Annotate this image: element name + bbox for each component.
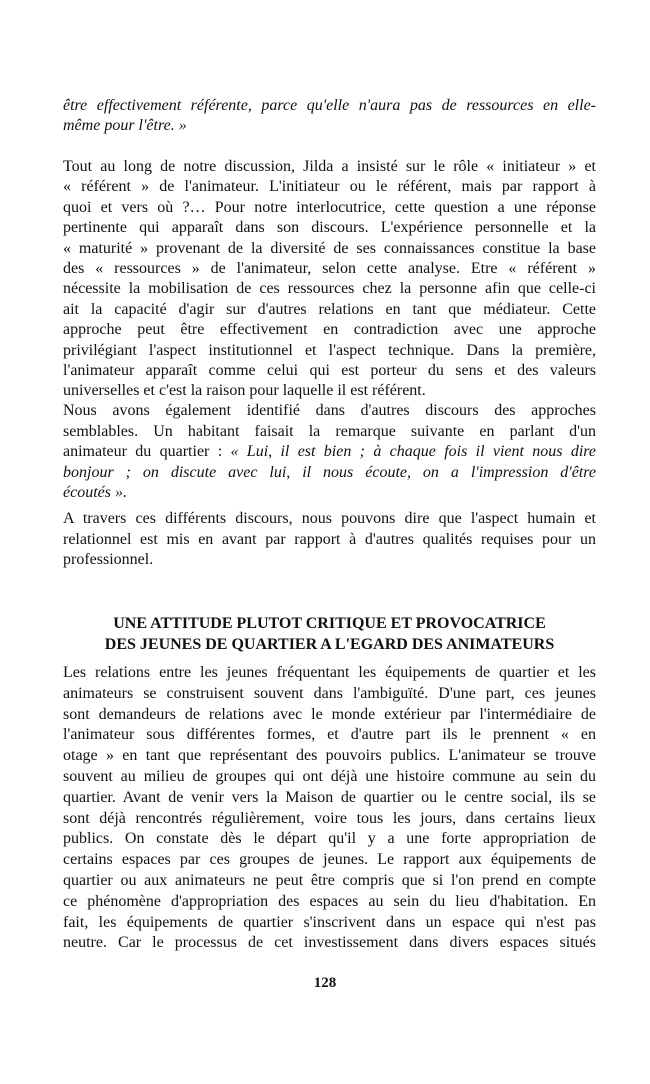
text-line	[63, 442, 596, 463]
body-text: sont demandeurs de relations avec le monde extérieur par l'intermédiaire de	[63, 705, 596, 723]
text-line	[63, 550, 596, 571]
text-line	[63, 483, 596, 504]
text-line	[63, 725, 596, 746]
text-line	[63, 300, 596, 320]
text-line	[63, 913, 596, 934]
text-line	[63, 705, 596, 726]
italic-quote-text: être effectivement référente, parce qu'elle n'aura pas de ressources en elle-	[63, 97, 596, 114]
italic-quote-text: bonjour ; on discute avec lui, il nous écoute, on a l'impression d'être	[63, 463, 596, 481]
body-text: universelles et c'est la raison pour laquelle il est référent.	[63, 382, 426, 400]
paragraph-youth-relations	[63, 663, 596, 954]
text-line	[63, 381, 596, 401]
body-text: « référent » de l'animateur. L'initiateur ou le référent, mais par rapport à	[63, 178, 596, 196]
body-text: fait, les équipements de quartier s'inscrivent dans un espace qui n'est pas	[63, 913, 596, 931]
body-text: A travers ces différents discours, nous pouvons dire que l'aspect humain et	[63, 510, 596, 527]
section-heading-line-2: DES JEUNES DE QUARTIER A L'EGARD DES ANIMATEURS	[104, 636, 555, 653]
body-text: professionnel.	[63, 551, 154, 568]
italic-quote-text: écoutés ».	[63, 484, 127, 501]
text-line	[63, 259, 596, 279]
text-line	[63, 684, 596, 705]
text-line	[63, 871, 596, 892]
text-line	[63, 767, 596, 788]
body-text: Les relations entre les jeunes fréquentant les équipements de quartier et les	[63, 664, 596, 681]
body-text: publics. On constate dès le départ qu'il y a une forte appropriation de	[63, 830, 596, 848]
body-text: quartier. Avant de venir vers la Maison de quartier ou le centre social, ils se	[63, 788, 596, 806]
text-line	[63, 788, 596, 809]
text-line	[63, 198, 596, 218]
body-text: souvent au milieu de groupes qui ont déjà une histoire commune au sein du	[63, 767, 596, 785]
body-text: neutre. Car le processus de cet investissement dans divers espaces situés	[63, 934, 596, 952]
body-text: quartier ou aux animateurs ne peut être compris que si l'on prend en compte	[63, 871, 596, 889]
body-text: sont déjà rencontrés régulièrement, voire tous les jours, dans certains lieux	[63, 809, 596, 827]
body-text: animateur du quartier :	[63, 443, 231, 460]
text-line	[63, 401, 596, 422]
body-text: nécessite la mobilisation de ces ressources chez la personne afin que celle-ci	[63, 280, 596, 298]
body-text: des « ressources » de l'animateur, selon cette analyse. Etre « référent »	[63, 259, 596, 277]
text-line	[63, 177, 596, 197]
text-line	[63, 463, 596, 484]
text-line	[63, 422, 596, 443]
text-line	[63, 530, 596, 551]
italic-quote-text: « Lui, il est bien ; à chaque fois il vient nous dire	[230, 443, 597, 460]
text-line	[63, 116, 596, 136]
text-line	[63, 933, 596, 954]
body-text: animateurs se construisent souvent dans l'ambiguïté. D'une part, ces jeunes	[63, 684, 596, 702]
section-heading	[63, 613, 596, 655]
page-number: 128	[313, 975, 337, 991]
text-line	[63, 509, 596, 530]
text-line	[63, 892, 596, 913]
body-text: relationnel est mis en avant par rapport à d'autres qualités requises pour un	[63, 530, 596, 548]
text-line	[63, 341, 596, 361]
body-text: approche peut être effectivement en contradiction avec une approche	[63, 321, 596, 339]
text-line	[63, 320, 596, 340]
text-line	[63, 850, 596, 871]
italic-quote-text: même pour l'être. »	[63, 117, 187, 134]
body-text: ait la capacité d'agir sur d'autres relations en tant que médiateur. Cette	[63, 300, 596, 318]
body-text: Nous avons également identifié dans d'autres discours des approches	[63, 402, 596, 419]
text-line	[63, 663, 596, 684]
text-line	[63, 361, 596, 381]
section-heading-line-1: UNE ATTITUDE PLUTOT CRITIQUE ET PROVOCATRICE	[113, 615, 546, 632]
text-line	[63, 279, 596, 299]
paragraph-human-aspect	[63, 509, 596, 571]
text-line	[63, 239, 596, 259]
body-text: quoi et vers où ?… Pour notre interlocutrice, cette question a une réponse	[63, 198, 596, 216]
paragraph-similar-approaches	[63, 401, 596, 504]
text-line	[63, 157, 596, 177]
body-text: privilégiant l'aspect institutionnel et l'aspect technique. Dans la première,	[63, 341, 596, 359]
body-text: semblables. Un habitant faisait la remarque suivante en parlant d'un	[63, 422, 596, 440]
body-text: Tout au long de notre discussion, Jilda a insisté sur le rôle « initiateur » et	[63, 158, 596, 175]
body-text: otage » en tant que représentant des pouvoirs publics. L'animateur se trouve	[63, 747, 596, 765]
body-text: l'animateur apparaît comme celui qui est porteur du sens et des valeurs	[63, 361, 596, 379]
text-line	[63, 218, 596, 238]
paragraph-quote-end	[63, 96, 596, 136]
text-line	[63, 829, 596, 850]
body-text: « maturité » provenant de la diversité de ses connaissances constitue la base	[63, 239, 596, 257]
body-text: pertinente qui apparaît dans son discours. L'expérience personnelle et la	[63, 219, 596, 237]
paragraph-jilda-discussion	[63, 157, 596, 402]
body-text: ce phénomène d'appropriation des espaces au sein du lieu d'habitation. En	[63, 892, 596, 910]
text-line	[63, 809, 596, 830]
body-text: certains espaces par ces groupes de jeunes. Le rapport aux équipements de	[63, 851, 596, 869]
text-line	[63, 746, 596, 767]
text-line	[63, 96, 596, 116]
body-text: l'animateur sous différentes formes, et d'autre part ils le prennent « en	[63, 726, 596, 744]
